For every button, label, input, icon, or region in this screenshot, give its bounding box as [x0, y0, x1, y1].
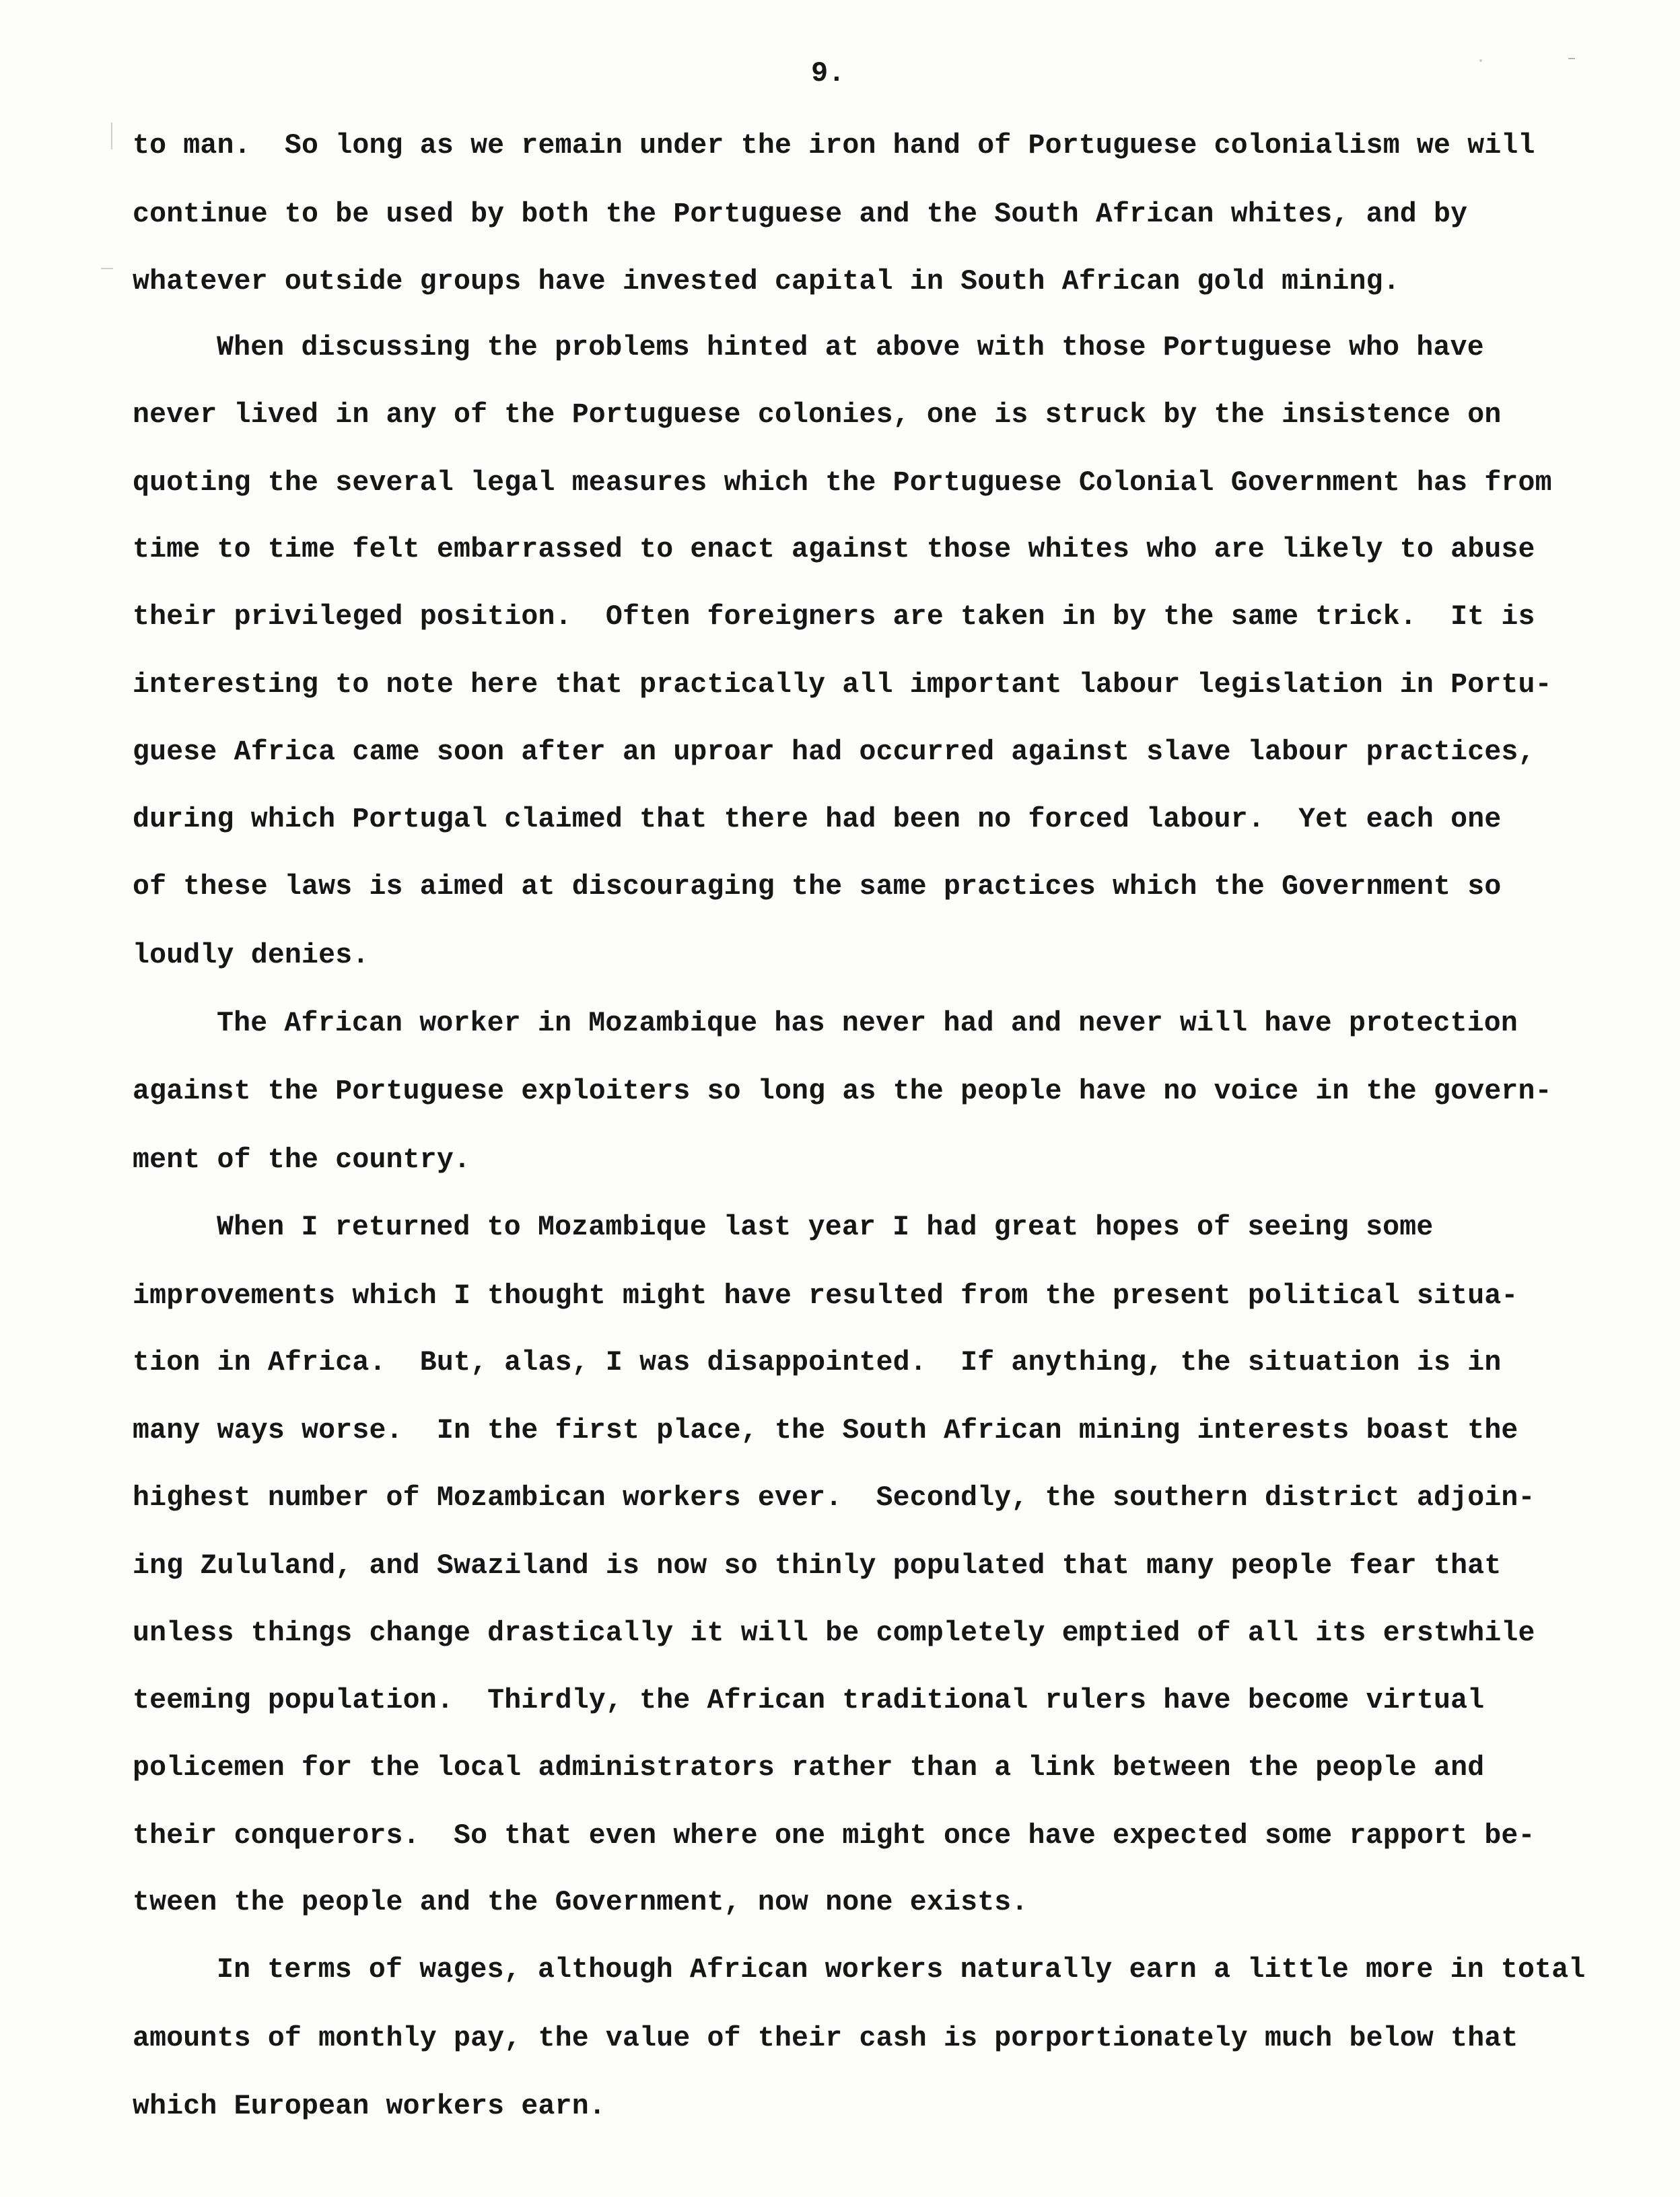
text-line: whatever outside groups have invested capital in South African gold mining.	[133, 266, 1400, 298]
text-line: ing Zululand, and Swaziland is now so thinly populated that many people fear that	[133, 1550, 1502, 1582]
scan-speck	[1479, 59, 1482, 62]
text-line: When I returned to Mozambique last year I had great hopes of seeing some	[217, 1212, 1434, 1243]
text-line: amounts of monthly pay, the value of their cash is porportionately much below that	[133, 2023, 1518, 2054]
text-line: ment of the country.	[133, 1144, 471, 1176]
text-line: guese Africa came soon after an uproar had occurred against slave labour practices,	[133, 736, 1535, 768]
page-number: 9.	[811, 57, 845, 90]
text-line: unless things change drastically it will be completely emptied of all its erstwhile	[133, 1617, 1535, 1649]
text-line: of these laws is aimed at discouraging the same practices which the Government so	[133, 871, 1502, 903]
text-line: policemen for the local administrators rather than a link between the people and	[133, 1752, 1485, 1784]
text-line: In terms of wages, although African workers naturally earn a little more in total	[217, 1954, 1586, 1986]
text-line: The African worker in Mozambique has never had and never will have protection	[217, 1008, 1518, 1039]
text-line: continue to be used by both the Portuguese and the South African whites, and by	[133, 199, 1468, 230]
text-line: which European workers earn.	[133, 2091, 606, 2122]
text-line: their conquerors. So that even where one might once have expected some rapport be-	[133, 1820, 1535, 1852]
text-line: loudly denies.	[133, 940, 370, 971]
text-line: tween the people and the Government, now none exists.	[133, 1887, 1028, 1918]
text-line: interesting to note here that practically all important labour legislation in Portu-	[133, 669, 1552, 701]
text-line: teeming population. Thirdly, the African traditional rulers have become virtual	[133, 1685, 1485, 1716]
text-line: many ways worse. In the first place, the South African mining interests boast the	[133, 1415, 1518, 1446]
text-line: during which Portugal claimed that there had been no forced labour. Yet each one	[133, 804, 1502, 835]
text-line: quoting the several legal measures which the Portuguese Colonial Government has from	[133, 467, 1552, 499]
text-line: time to time felt embarrassed to enact against those whites who are likely to abuse	[133, 534, 1535, 565]
text-line: never lived in any of the Portuguese colonies, one is struck by the insistence on	[133, 399, 1502, 431]
text-line: When discussing the problems hinted at above with those Portuguese who have	[217, 332, 1484, 363]
scan-speck	[111, 123, 112, 149]
text-line: improvements which I thought might have resulted from the present political situa-	[133, 1280, 1518, 1312]
scan-speck	[1568, 58, 1575, 59]
text-line: against the Portuguese exploiters so long as the people have no voice in the govern-	[133, 1076, 1552, 1107]
scan-speck	[101, 268, 113, 269]
text-line: highest number of Mozambican workers ever. Secondly, the southern district adjoin-	[133, 1482, 1535, 1514]
text-line: to man. So long as we remain under the iron hand of Portuguese colonialism we will	[133, 130, 1535, 162]
text-line: their privileged position. Often foreigners are taken in by the same trick. It is	[133, 601, 1535, 633]
text-line: tion in Africa. But, alas, I was disappointed. If anything, the situation is in	[133, 1347, 1502, 1379]
